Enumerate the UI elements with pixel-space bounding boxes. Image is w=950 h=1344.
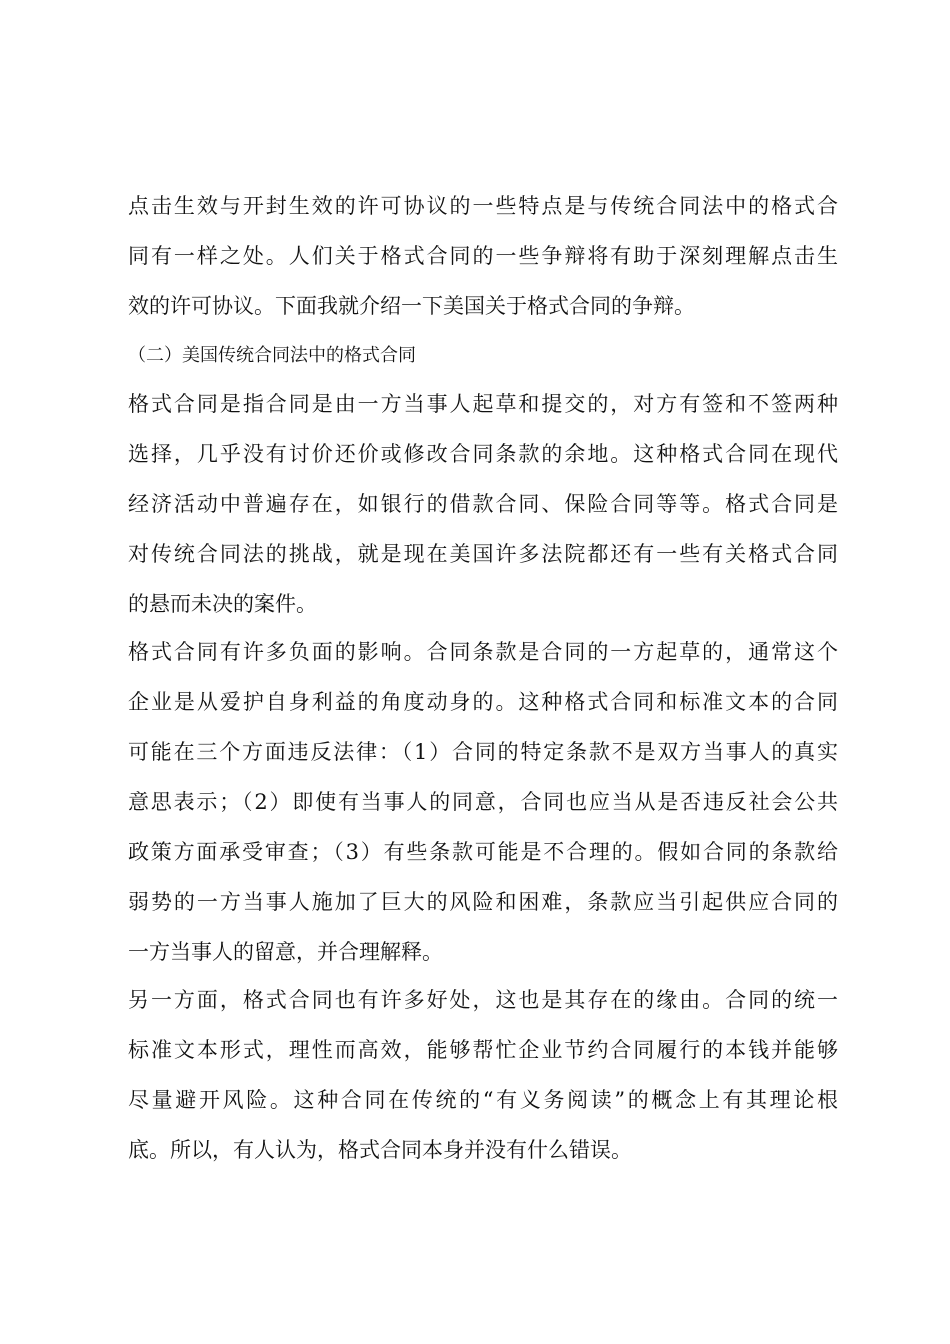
paragraph-2-line-1: 格式合同是指合同是由一方当事人起草和提交的，对方有签和不签两种 [128, 392, 838, 416]
paragraph-3-line-7: 一方当事人的留意，并合理解释。 [128, 940, 443, 964]
paragraph-3-line-4: 意思表示；（2）即使有当事人的同意，合同也应当从是否违反社会公共 [128, 790, 838, 814]
paragraph-2-line-2: 选择，几乎没有讨价还价或修改合同条款的余地。这种格式合同在现代 [128, 442, 838, 466]
paragraph-2-line-4: 对传统合同法的挑战，就是现在美国许多法院都还有一些有关格式合同 [128, 542, 838, 566]
section-heading: （二）美国传统合同法中的格式合同 [128, 345, 416, 366]
paragraph-1-line-3: 效的许可协议。下面我就介绍一下美国关于格式合同的争辩。 [128, 294, 695, 318]
paragraph-4-line-4: 底。所以，有人认为，格式合同本身并没有什么错误。 [128, 1138, 632, 1162]
paragraph-3-line-3: 可能在三个方面违反法律：（1）合同的特定条款不是双方当事人的真实 [128, 740, 838, 764]
paragraph-1-line-1: 点击生效与开封生效的许可协议的一些特点是与传统合同法中的格式合 [128, 194, 838, 218]
paragraph-4-line-2: 标准文本形式，理性而高效，能够帮忙企业节约合同履行的本钱并能够 [128, 1038, 838, 1062]
paragraph-1-line-2: 同有一样之处。人们关于格式合同的一些争辩将有助于深刻理解点击生 [128, 244, 838, 268]
paragraph-2-line-3: 经济活动中普遍存在，如银行的借款合同、保险合同等等。格式合同是 [128, 492, 838, 516]
paragraph-4-line-3: 尽量避开风险。这种合同在传统的“有义务阅读”的概念上有其理论根 [128, 1088, 838, 1112]
paragraph-3-line-5: 政策方面承受审查；（3）有些条款可能是不合理的。假如合同的条款给 [128, 840, 838, 864]
paragraph-3-line-2: 企业是从爱护自身利益的角度动身的。这种格式合同和标准文本的合同 [128, 690, 838, 714]
paragraph-3-line-1: 格式合同有许多负面的影响。合同条款是合同的一方起草的，通常这个 [128, 640, 838, 664]
paragraph-3-line-6: 弱势的一方当事人施加了巨大的风险和困难，条款应当引起供应合同的 [128, 890, 838, 914]
paragraph-2-line-5: 的悬而未决的案件。 [128, 592, 317, 616]
paragraph-4-line-1: 另一方面，格式合同也有许多好处，这也是其存在的缘由。合同的统一 [128, 988, 838, 1012]
